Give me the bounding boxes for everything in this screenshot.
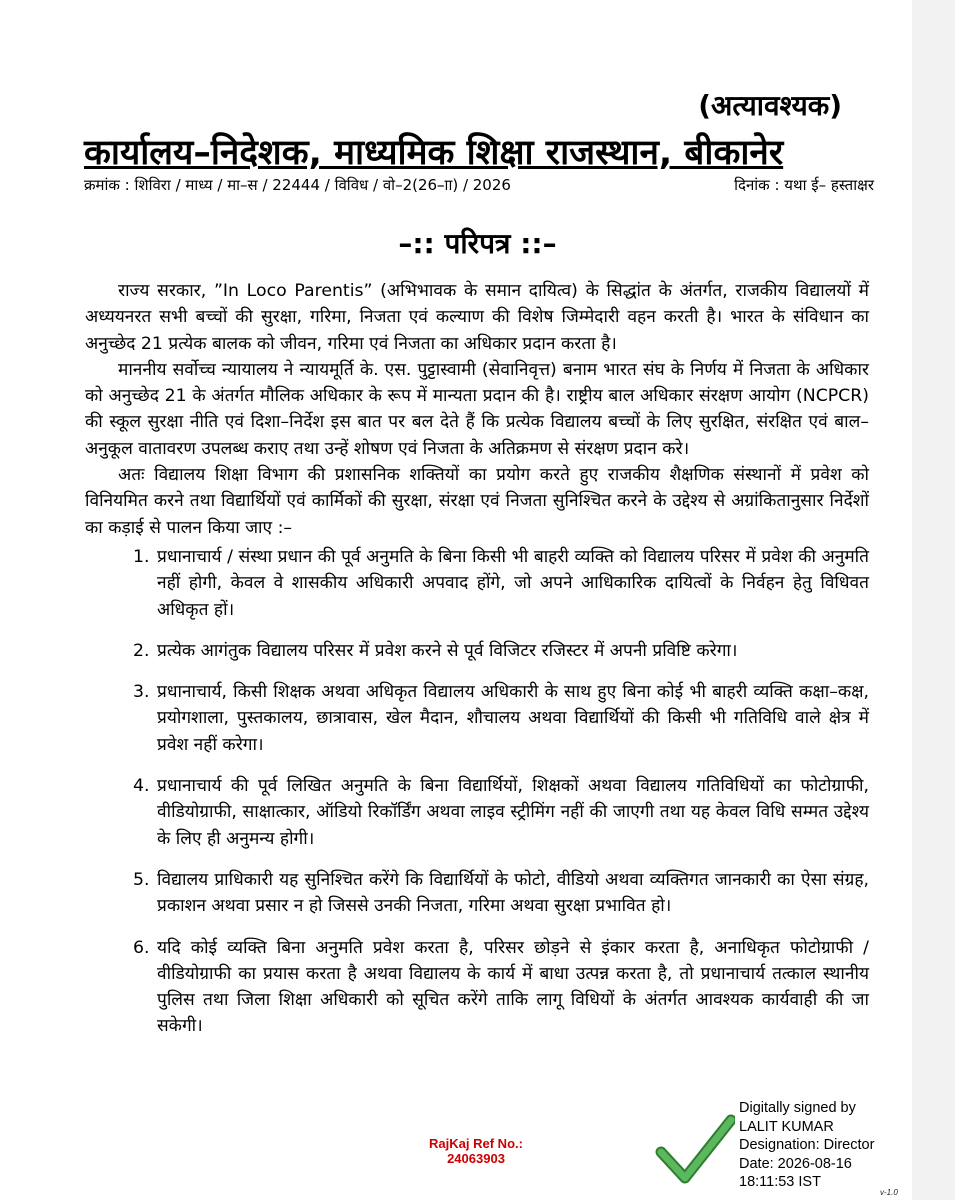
item-number: 5.: [133, 869, 150, 890]
item-text: प्रधानाचार्य की पूर्व लिखित अनुमति के बिना विद्यार्थियों, शिक्षकों अथवा विद्यालय गतिविधियों का फोटोग्राफी, वीडियोग्राफी, साक्षात्कार, ऑडियो रिकॉर्डिंग अथवा लाइव स्ट्रीमिंग नहीं की जाएगी तथा यह केवल विधि सम्मत उद्देश्य के लिए ही अनुमन्य होगी।: [157, 776, 869, 849]
item-text: प्रत्येक आगंतुक विद्यालय परिसर में प्रवेश करने से पूर्व विजिटर रजिस्टर में अपनी प्रविष्टि करेगा।: [157, 640, 738, 661]
reference-line: [84, 175, 874, 195]
rajkaj-ref-value: 24063903: [447, 1151, 505, 1166]
list-item: [85, 773, 869, 852]
green-checkmark-icon: [655, 1108, 735, 1188]
item-text: प्रधानाचार्य / संस्था प्रधान की पूर्व अनुमति के बिना किसी भी बाहरी व्यक्ति को विद्यालय परिसर में प्रवेश की अनुमति नहीं होगी, केवल वे शासकीय अधिकारी अपवाद होंगे, जो अपने आधिकारिक दायित्वों के निर्वहन हेतु विधिवत अधिकृत हों।: [157, 546, 869, 620]
item-number: 4.: [133, 776, 150, 797]
sig-date: Date: 2026-08-16: [739, 1155, 852, 1172]
list-item: [85, 544, 869, 623]
office-title: कार्यालय–निदेशक, माध्यमिक शिक्षा राजस्थान, बीकानेर: [84, 133, 784, 173]
paragraph: अतः विद्यालय शिक्षा विभाग की प्रशासनिक शक्तियों का प्रयोग करते हुए राजकीय शैक्षणिक संस्थानों में प्रवेश को विनियमित करने तथा विद्यार्थियों एवं कार्मिकों की सुरक्षा, संरक्षा एवं निजता सुनिश्चित करने के उद्देश्य से अग्रांकितानुसार निर्देशों का कड़ाई से पालन किया जाए :–: [85, 465, 869, 538]
date-label: दिनांक : यथा ई– हस्ताक्षर: [734, 176, 874, 194]
item-text: यदि कोई व्यक्ति बिना अनुमति प्रवेश करता है, परिसर छोड़ने से इंकार करता है, अनाधिकृत फोटोग्राफी / वीडियोग्राफी का प्रयास करता है अथवा विद्यालय के कार्य में बाधा उत्पन्न करता है, तो प्रधानाचार्य तत्काल स्थानीय पुलिस तथा जिला शिक्षा अधिकारी को सूचित करेंगे ताकि लागू विधियों के अंतर्गत आवश्यक कार्यवाही की जा सकेगी।: [157, 937, 869, 1037]
list-item: [85, 679, 869, 758]
sig-time: 18:11:53 IST: [739, 1174, 821, 1190]
sig-line: Digitally signed by: [739, 1100, 856, 1116]
item-number: 1.: [133, 546, 150, 567]
instruction-list: [85, 544, 869, 1040]
rajkaj-ref-label: RajKaj Ref No.:: [429, 1136, 523, 1151]
rajkaj-ref: [416, 1136, 536, 1166]
item-text: विद्यालय प्राधिकारी यह सुनिश्चित करेंगे कि विद्यार्थियों के फोटो, वीडियो अथवा व्यक्तिगत जानकारी का ऐसा संग्रह, प्रकाशन अथवा प्रसार न हो जिससे उनकी निजता, गरिमा अथवा सुरक्षा प्रभावित हो।: [157, 869, 869, 917]
sig-designation: Designation: Director: [739, 1137, 875, 1153]
ref-number: क्रमांक : शिविरा / माध्य / मा–स / 22444 / विविध / वो–2(26–ाा) / 2026: [84, 176, 511, 194]
paragraph: राज्य सरकार, ”In Loco Parentis” (अभिभावक के समान दायित्व) के सिद्धांत के अंतर्गत, राजकीय विद्यालयों में अध्ययनरत सभी बच्चों की सुरक्षा, गरिमा, निजता एवं कल्याण की विशेष जिम्मेदारी वहन करती है। भारत के संविधान का अनुच्छेद 21 प्रत्येक बालक को जीवन, गरिमा एवं निजता का अधिकार प्रदान करता है।: [85, 281, 869, 354]
list-item: [85, 638, 869, 664]
circular-body: [85, 278, 869, 1055]
paragraph: माननीय सर्वोच्च न्यायालय ने न्यायमूर्ति के. एस. पुट्टास्वामी (सेवानिवृत्त) बनाम भारत संघ के निर्णय में निजता के अधिकार को अनुच्छेद 21 के अंतर्गत मौलिक अधिकार के रूप में मान्यता प्रदान की है। राष्ट्रीय बाल अधिकार संरक्षण आयोग (NCPCR) की स्कूल सुरक्षा नीति एवं दिशा–निर्देश इस बात पर बल देते हैं कि प्रत्येक विद्यालय बच्चों के लिए सुरक्षित, संरक्षित एवं बाल–अनुकूल वातावरण उपलब्ध कराए तथा उन्हें शोषण एवं निजता के अतिक्रमण से संरक्षण प्रदान करे।: [85, 359, 869, 459]
circular-heading: –:: परिपत्र ::–: [398, 227, 557, 260]
list-item: [85, 935, 869, 1040]
urgent-label: (अत्यावश्यक): [698, 89, 842, 122]
item-number: 3.: [133, 682, 150, 703]
version-label: v-1.0: [880, 1188, 898, 1197]
list-item: [85, 867, 869, 920]
digital-signature: [739, 1099, 874, 1192]
item-number: 6.: [133, 937, 150, 958]
item-text: प्रधानाचार्य, किसी शिक्षक अथवा अधिकृत विद्यालय अधिकारी के साथ हुए बिना कोई भी बाहरी व्यक्ति कक्षा–कक्ष, प्रयोगशाला, पुस्तकालय, छात्रावास, खेल मैदान, शौचालय अथवा विद्यार्थियों की किसी भी गतिविधि वाले क्षेत्र में प्रवेश नहीं करेगा।: [157, 682, 869, 755]
item-number: 2.: [133, 640, 150, 661]
sig-name: LALIT KUMAR: [739, 1118, 834, 1135]
